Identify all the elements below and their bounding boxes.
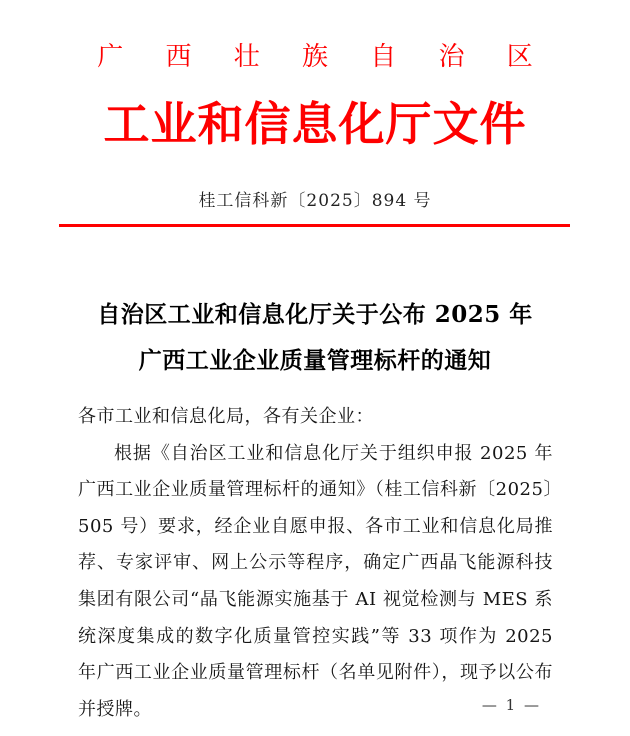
body-paragraph: 根据《自治区工业和信息化厅关于组织申报 2025 年广西工业企业质量管理标杆的通知》（桂工信科新〔2025〕505 号）要求，经企业自愿申报、各市工业和信息化局推荐、专家评审、网上公示等程序，确定广西晶飞能源科技集团有限公司“晶飞能源实施基于 AI 视觉检测与 MES 系统深度集成的数字化质量管控实践”等 33 项作为 2025 年广西工业企业质量管理标杆（名单见附件），现予以公布并授牌。 (78, 442, 553, 720)
document-title (60, 292, 570, 384)
org-document-masthead: 工业和信息化厅文件 (103, 97, 527, 151)
page-number-footer: — 1 — (481, 696, 541, 714)
salutation-line: 各市工业和信息化局，各有关企业： (78, 406, 374, 427)
document-title-line1: 自治区工业和信息化厅关于公布 2025 年 (97, 301, 533, 328)
document-body (78, 399, 553, 728)
document-reference-number: 桂工信科新〔2025〕894 号 (198, 191, 432, 211)
red-divider-rule (59, 224, 570, 227)
document-title-line2: 广西工业企业质量管理标杆的通知 (138, 347, 492, 374)
region-name-header: 广 西 壮 族 自 治 区 (97, 42, 550, 72)
